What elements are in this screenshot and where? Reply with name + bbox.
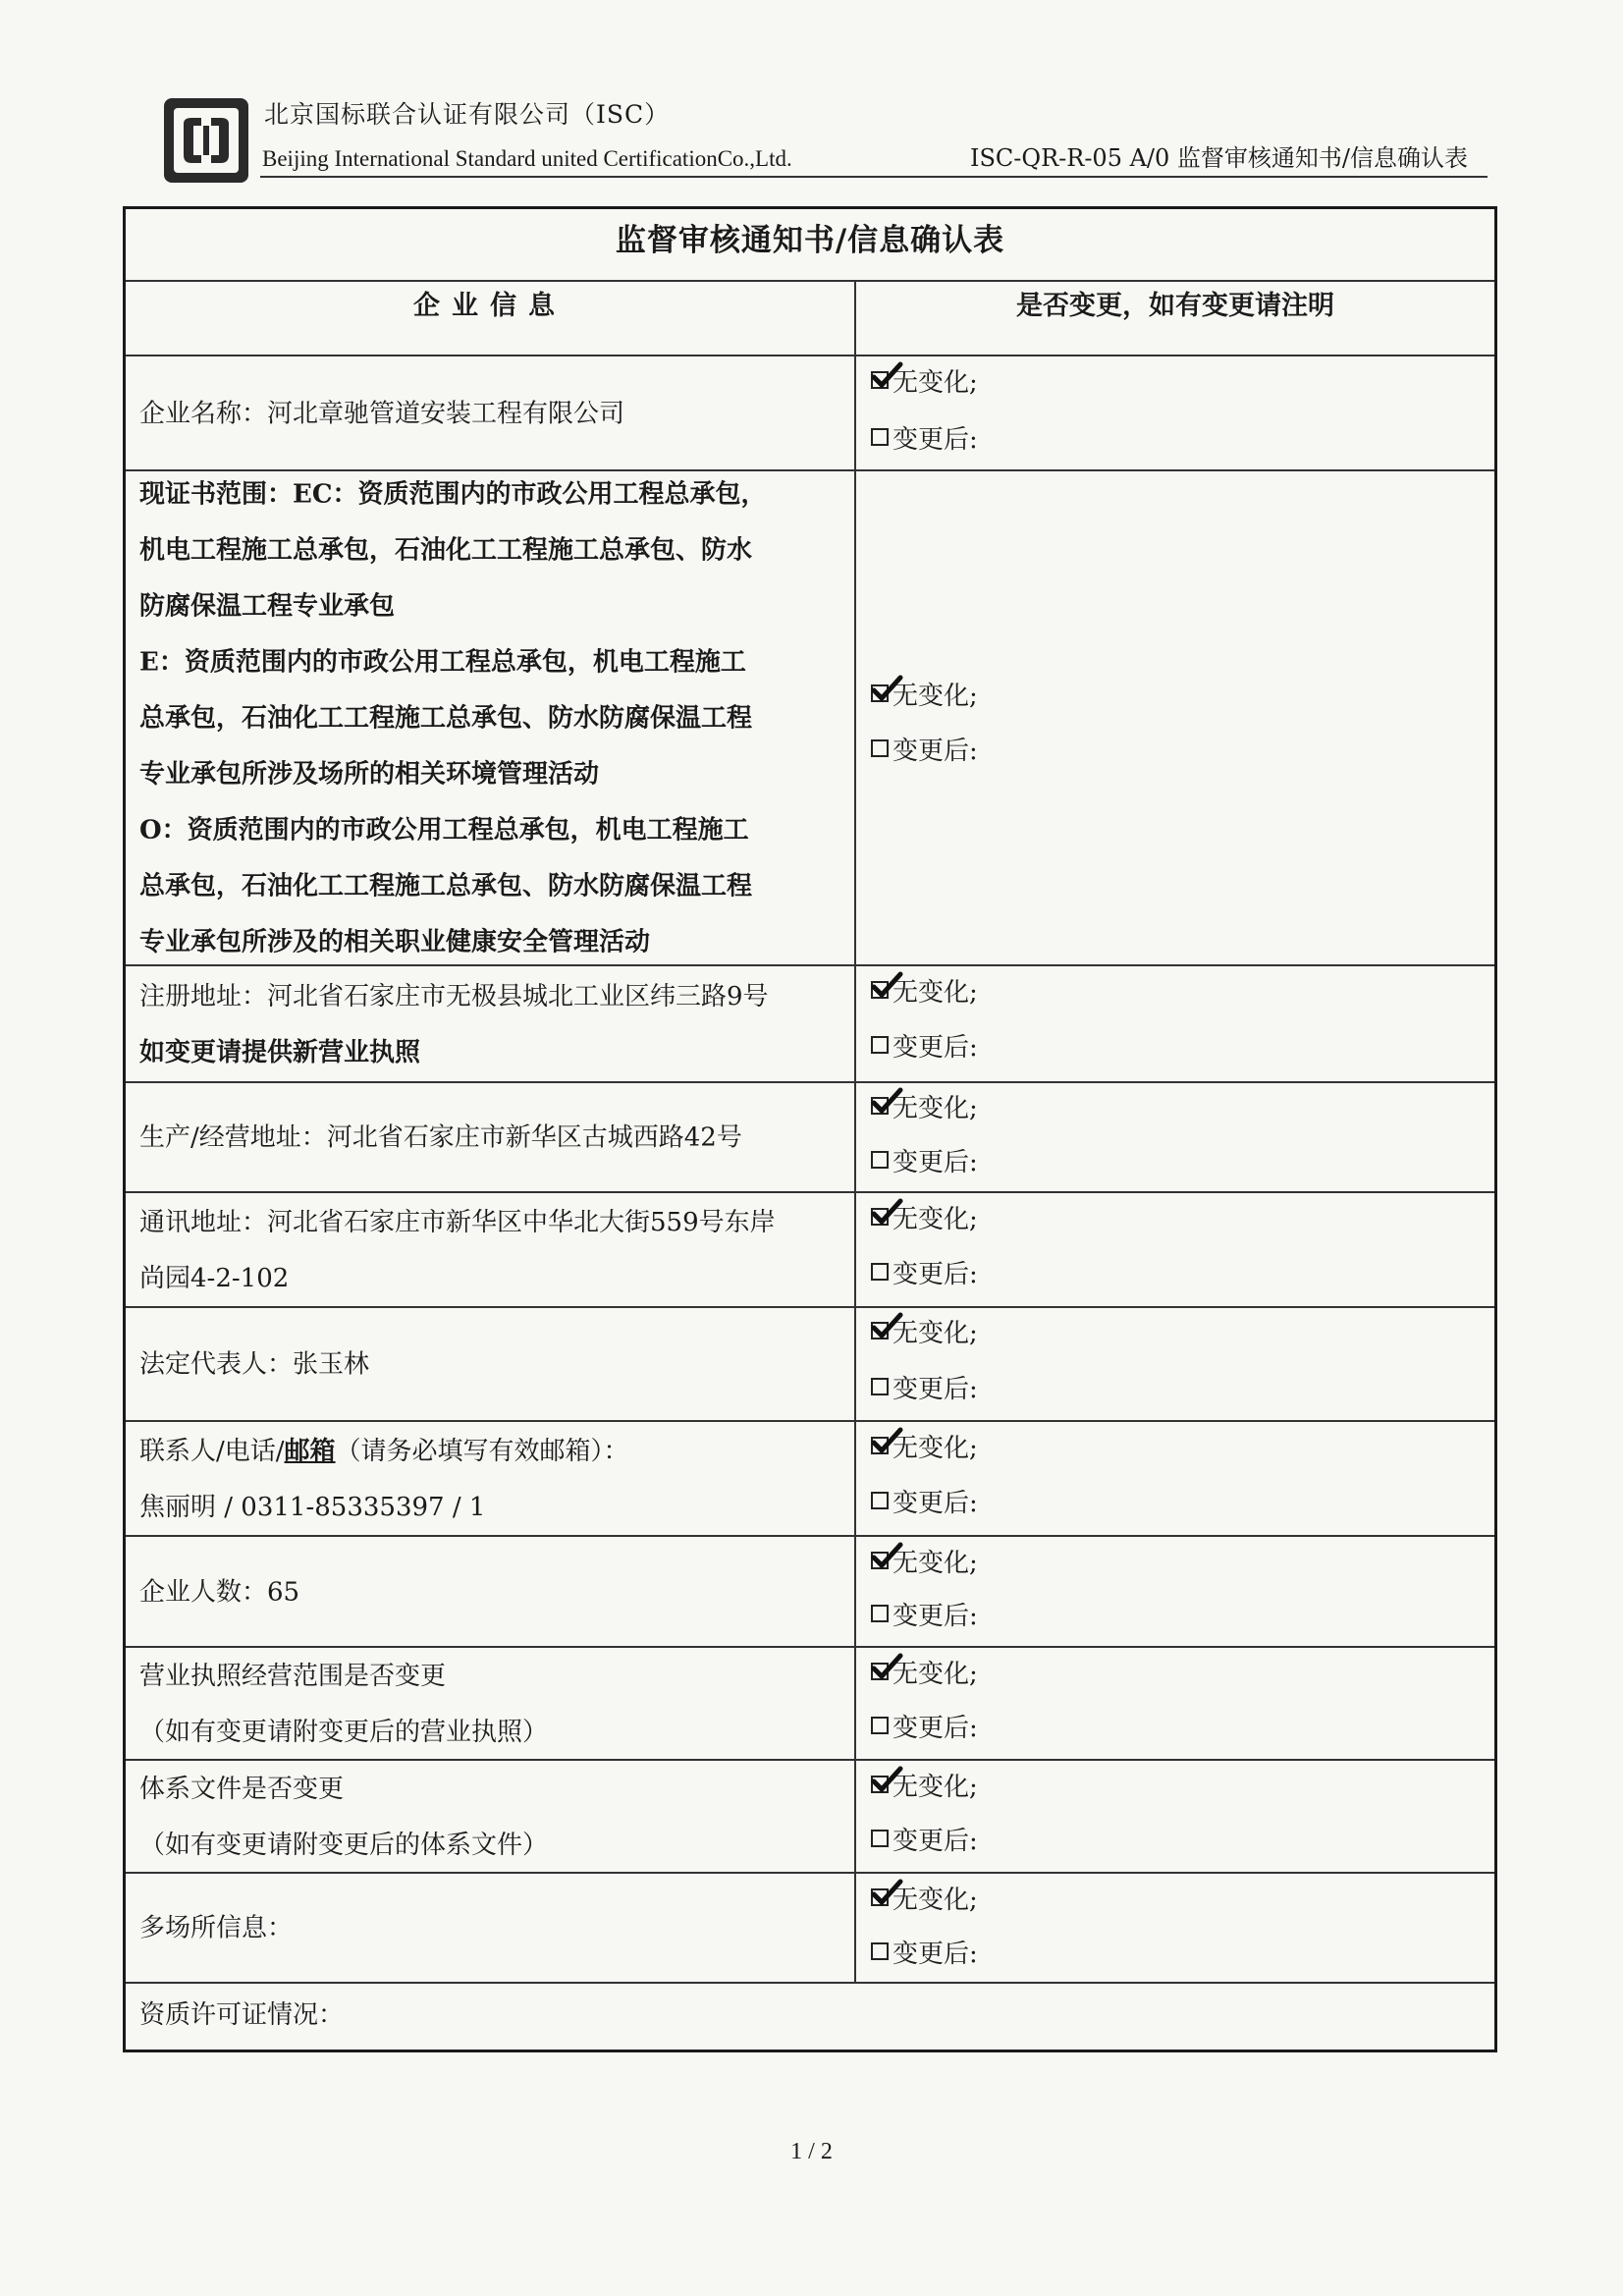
form-title: 监督审核通知书/信息确认表 <box>615 223 1005 258</box>
checkbox-no-change[interactable] <box>871 1552 889 1569</box>
checkbox-changed[interactable] <box>871 739 889 757</box>
header-divider <box>260 176 1488 178</box>
row-company-name <box>126 355 1494 471</box>
checkbox-no-change[interactable] <box>871 1097 889 1115</box>
row-contact <box>126 1420 1494 1537</box>
multi-site-text: 多场所信息： <box>139 1913 294 1943</box>
checkbox-changed[interactable] <box>871 1830 889 1847</box>
checkmark-icon <box>871 1879 904 1908</box>
row-certificate-scope <box>126 469 1494 966</box>
option-changed[interactable]: 变更后: <box>871 1252 978 1291</box>
checkbox-no-change[interactable] <box>871 1888 889 1906</box>
checkbox-changed[interactable] <box>871 1263 889 1281</box>
headcount-text: 企业人数：65 <box>139 1577 300 1607</box>
checkbox-no-change[interactable] <box>871 1437 889 1454</box>
col-header-change: 是否变更，如有变更请注明 <box>854 282 1494 356</box>
option-no-change[interactable]: 无变化; <box>871 1652 978 1691</box>
option-changed[interactable]: 变更后: <box>871 1594 978 1633</box>
mailing-address-text: 通讯地址：河北省石家庄市新华区中华北大街559号东岸 尚园4-2-102 <box>139 1207 776 1293</box>
option-no-change[interactable]: 无变化; <box>871 1541 978 1580</box>
company-name-en: Beijing International Standard united CertificationCo.,Ltd. <box>262 146 792 171</box>
checkmark-icon <box>871 675 904 704</box>
checkbox-changed[interactable] <box>871 428 889 446</box>
option-changed[interactable]: 变更后: <box>871 729 978 768</box>
checkbox-changed[interactable] <box>871 1605 889 1622</box>
page-number: 1 / 2 <box>790 2139 833 2164</box>
row-system-documents <box>126 1759 1494 1874</box>
confirmation-form <box>123 206 1497 2052</box>
company-name-cn: 北京国标联合认证有限公司（ISC） <box>264 100 671 129</box>
checkmark-icon <box>871 361 904 391</box>
business-license-text: 营业执照经营范围是否变更 （如有变更请附变更后的营业执照） <box>139 1661 549 1747</box>
checkbox-no-change[interactable] <box>871 1776 889 1793</box>
option-no-change[interactable]: 无变化; <box>871 1197 978 1236</box>
checkbox-no-change[interactable] <box>871 1208 889 1226</box>
option-no-change[interactable]: 无变化; <box>871 970 978 1010</box>
company-name-text: 企业名称：河北章驰管道安装工程有限公司 <box>139 399 625 428</box>
checkbox-changed[interactable] <box>871 1492 889 1509</box>
option-changed[interactable]: 变更后: <box>871 1819 978 1858</box>
row-qualification-license <box>126 1982 1494 2054</box>
checkbox-no-change[interactable] <box>871 981 889 999</box>
row-mailing-address <box>126 1191 1494 1308</box>
row-registered-address <box>126 964 1494 1083</box>
isc-logo-icon <box>162 96 250 185</box>
checkmark-icon <box>871 1766 904 1795</box>
option-no-change[interactable]: 无变化; <box>871 1765 978 1804</box>
option-changed[interactable]: 变更后: <box>871 1367 978 1406</box>
page-header <box>162 93 1488 182</box>
production-address-text: 生产/经营地址：河北省石家庄市新华区古城西路42号 <box>139 1122 742 1153</box>
row-multi-site <box>126 1872 1494 1984</box>
checkmark-icon <box>871 1427 904 1456</box>
legal-representative-text: 法定代表人：张玉林 <box>139 1349 370 1380</box>
option-no-change[interactable]: 无变化; <box>871 1311 978 1350</box>
form-title-row <box>126 209 1494 280</box>
option-no-change[interactable]: 无变化; <box>871 1086 978 1125</box>
checkmark-icon <box>871 1087 904 1117</box>
registered-address-text: 注册地址：河北省石家庄市无极县城北工业区纬三路9号 如变更请提供新营业执照 <box>139 981 769 1067</box>
checkmark-icon <box>871 1198 904 1228</box>
checkbox-changed[interactable] <box>871 1036 889 1054</box>
checkmark-icon <box>871 1653 904 1682</box>
checkbox-changed[interactable] <box>871 1378 889 1395</box>
option-changed[interactable]: 变更后: <box>871 1932 978 1971</box>
column-header-row <box>126 280 1494 356</box>
option-no-change[interactable]: 无变化; <box>871 1878 978 1917</box>
checkbox-no-change[interactable] <box>871 1663 889 1680</box>
option-changed[interactable]: 变更后: <box>871 1706 978 1745</box>
document-code: ISC-QR-R-05 A/0 监督审核通知书/信息确认表 <box>970 144 1468 172</box>
row-headcount <box>126 1535 1494 1648</box>
checkmark-icon <box>871 1542 904 1571</box>
option-no-change[interactable]: 无变化; <box>871 1426 978 1465</box>
qualification-license-text: 资质许可证情况： <box>139 2000 345 2030</box>
row-production-address <box>126 1081 1494 1193</box>
checkmark-icon <box>871 1312 904 1341</box>
contact-text: 联系人/电话/邮箱（请务必填写有效邮箱）： 焦丽明 / 0311-85335397 / 1 <box>139 1436 629 1522</box>
option-no-change[interactable]: 无变化; <box>871 360 978 400</box>
row-business-license <box>126 1646 1494 1761</box>
checkbox-no-change[interactable] <box>871 1322 889 1339</box>
checkbox-changed[interactable] <box>871 1942 889 1960</box>
option-changed[interactable]: 变更后: <box>871 1140 978 1179</box>
system-documents-text: 体系文件是否变更 （如有变更请附变更后的体系文件） <box>139 1774 549 1860</box>
col-header-company-info: 企业信息 <box>413 291 567 321</box>
option-no-change[interactable]: 无变化; <box>871 674 978 713</box>
row-legal-representative <box>126 1306 1494 1422</box>
checkbox-no-change[interactable] <box>871 371 889 389</box>
option-changed[interactable]: 变更后: <box>871 1025 978 1065</box>
checkmark-icon <box>871 971 904 1001</box>
option-changed[interactable]: 变更后: <box>871 1481 978 1520</box>
checkbox-changed[interactable] <box>871 1151 889 1169</box>
checkbox-changed[interactable] <box>871 1717 889 1734</box>
checkbox-no-change[interactable] <box>871 684 889 702</box>
certificate-scope-text: 现证书范围：EC：资质范围内的市政公用工程总承包， 机电工程施工总承包，石油化工工程施工总承包、防水 防腐保温工程专业承包 E：资质范围内的市政公用工程总承包，机电工程施工 总承包，石油化工工程施工总承包、防水防腐保温工程 专业承包所涉及场所的相关环境管理活动 O：资质范围内的市政公用工程总承包，机电工程施工 总承包，石油化工工程施工总承包、防水防腐保温工程 专业承包所涉及的相关职业健康安全管理活动 <box>139 479 767 957</box>
option-changed[interactable]: 变更后: <box>871 417 978 457</box>
